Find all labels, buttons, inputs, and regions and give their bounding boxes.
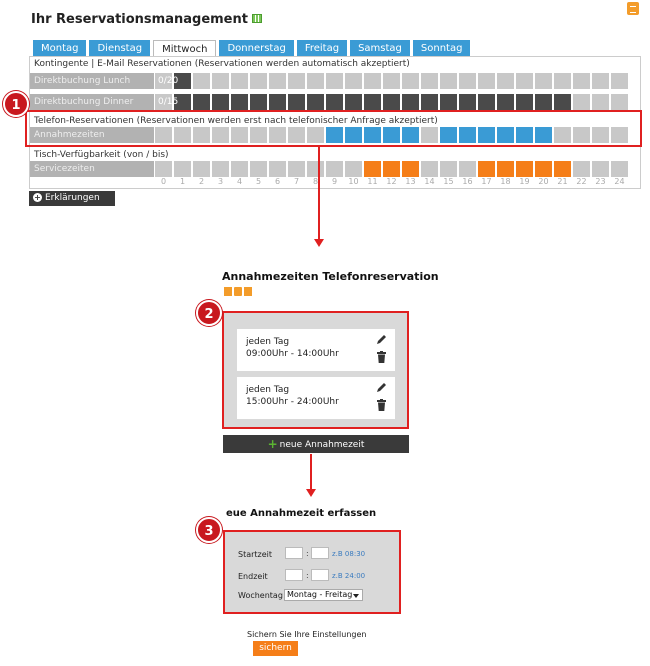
lunch-cell[interactable] bbox=[535, 73, 552, 89]
dinner-cell[interactable] bbox=[421, 94, 438, 110]
start-hint: z.B 08:30 bbox=[332, 550, 366, 558]
weekday-select[interactable]: Montag - Freitag bbox=[284, 589, 363, 601]
hour-label: 21 bbox=[557, 177, 568, 186]
new-time-button[interactable]: + neue Annahmezeit bbox=[223, 435, 409, 453]
section-phone-title: Telefon-Reservationen (Reservationen werden erst nach telefonischer Anfrage akzeptiert) bbox=[34, 116, 438, 126]
save-button[interactable]: sichern bbox=[253, 641, 298, 656]
phone-times-list bbox=[222, 311, 409, 429]
chevron-down-icon bbox=[353, 594, 359, 598]
lunch-cell[interactable] bbox=[250, 73, 267, 89]
lunch-cell[interactable] bbox=[212, 73, 229, 89]
service-cell[interactable] bbox=[478, 161, 495, 177]
dinner-cell[interactable] bbox=[231, 94, 248, 110]
hour-label: 22 bbox=[576, 177, 587, 186]
dinner-cell[interactable] bbox=[573, 94, 590, 110]
hour-label: 0 bbox=[160, 177, 167, 186]
service-cell[interactable] bbox=[383, 161, 400, 177]
hour-label: 6 bbox=[274, 177, 281, 186]
end-label: Endzeit bbox=[238, 572, 268, 581]
hour-label: 11 bbox=[367, 177, 378, 186]
lunch-cell[interactable] bbox=[307, 73, 324, 89]
dinner-cell[interactable] bbox=[497, 94, 514, 110]
lunch-cell[interactable] bbox=[478, 73, 495, 89]
speaker-icon[interactable] bbox=[234, 287, 242, 296]
service-cell[interactable] bbox=[459, 161, 476, 177]
lunch-value: 0/20 bbox=[158, 76, 179, 86]
service-cell[interactable] bbox=[345, 161, 362, 177]
dinner-cells[interactable] bbox=[155, 94, 628, 110]
tab-sonntag[interactable]: Sonntag bbox=[413, 40, 471, 58]
hour-label: 24 bbox=[614, 177, 625, 186]
tab-dienstag[interactable]: Dienstag bbox=[89, 40, 150, 58]
page-title: Ihr Reservationsmanagement bbox=[31, 12, 262, 27]
section-tables-title: Tisch-Verfügbarkeit (von / bis) bbox=[34, 150, 169, 160]
list-item bbox=[237, 377, 395, 419]
marker-1: 1 bbox=[3, 91, 29, 117]
service-cell[interactable] bbox=[212, 161, 229, 177]
service-cell[interactable] bbox=[611, 161, 628, 177]
row-label-dinner: Direktbuchung Dinner bbox=[30, 94, 154, 110]
row-label-lunch: Direktbuchung Lunch bbox=[30, 73, 154, 89]
lunch-cell[interactable] bbox=[364, 73, 381, 89]
hour-axis bbox=[155, 177, 628, 186]
hour-label: 1 bbox=[179, 177, 186, 186]
end-minute-input[interactable] bbox=[311, 569, 329, 581]
dinner-cell[interactable] bbox=[611, 94, 628, 110]
hour-label: 8 bbox=[312, 177, 319, 186]
service-cell[interactable] bbox=[440, 161, 457, 177]
dinner-cell[interactable] bbox=[402, 94, 419, 110]
hour-label: 18 bbox=[500, 177, 511, 186]
hour-label: 12 bbox=[386, 177, 397, 186]
dinner-cell[interactable] bbox=[326, 94, 343, 110]
service-cell[interactable] bbox=[554, 161, 571, 177]
hour-label: 3 bbox=[217, 177, 224, 186]
lunch-cell[interactable] bbox=[326, 73, 343, 89]
new-time-form: Startzeit : z.B 08:30 Endzeit : z.B 24:00 Wochentag Montag - Freitag bbox=[223, 530, 401, 614]
dinner-cell[interactable] bbox=[554, 94, 571, 110]
service-cell[interactable] bbox=[402, 161, 419, 177]
hour-label: 15 bbox=[443, 177, 454, 186]
dinner-cell[interactable] bbox=[193, 94, 210, 110]
lunch-cell[interactable] bbox=[193, 73, 210, 89]
table-icon bbox=[252, 14, 262, 23]
lunch-cell[interactable] bbox=[288, 73, 305, 89]
dinner-cell[interactable] bbox=[478, 94, 495, 110]
dinner-cell[interactable] bbox=[269, 94, 286, 110]
lunch-cell[interactable] bbox=[459, 73, 476, 89]
service-cell[interactable] bbox=[231, 161, 248, 177]
highlight-phone-row bbox=[25, 110, 642, 147]
service-cell[interactable] bbox=[592, 161, 609, 177]
dinner-cell[interactable] bbox=[535, 94, 552, 110]
service-cell[interactable] bbox=[155, 161, 172, 177]
service-cell[interactable] bbox=[497, 161, 514, 177]
pencil-icon[interactable] bbox=[376, 382, 387, 393]
lunch-cell[interactable] bbox=[592, 73, 609, 89]
tab-samstag[interactable]: Samstag bbox=[350, 40, 410, 58]
list-item bbox=[237, 329, 395, 371]
lunch-cell[interactable] bbox=[497, 73, 514, 89]
tab-montag[interactable]: Montag bbox=[33, 40, 86, 58]
hour-label: 19 bbox=[519, 177, 530, 186]
hour-label: 13 bbox=[405, 177, 416, 186]
service-cell[interactable] bbox=[326, 161, 343, 177]
tab-mittwoch[interactable]: Mittwoch bbox=[153, 40, 216, 58]
arrow-head-2 bbox=[306, 489, 316, 497]
print-icon[interactable] bbox=[244, 287, 252, 296]
explanations-button[interactable]: + Erklärungen bbox=[29, 191, 115, 206]
lunch-cell[interactable] bbox=[402, 73, 419, 89]
marker-3: 3 bbox=[196, 517, 222, 543]
dinner-cell[interactable] bbox=[345, 94, 362, 110]
arrow-line-2 bbox=[310, 454, 312, 489]
service-cell[interactable] bbox=[250, 161, 267, 177]
start-label: Startzeit bbox=[238, 550, 273, 559]
lunch-cell[interactable] bbox=[516, 73, 533, 89]
save-hint: Sichern Sie Ihre Einstellungen bbox=[247, 630, 367, 639]
dinner-cell[interactable] bbox=[592, 94, 609, 110]
entry-day: jeden Tag bbox=[246, 385, 290, 395]
service-cell[interactable] bbox=[193, 161, 210, 177]
arrow-line-1 bbox=[318, 147, 320, 239]
hour-label: 9 bbox=[331, 177, 338, 186]
hour-label: 23 bbox=[595, 177, 606, 186]
dinner-cell[interactable] bbox=[364, 94, 381, 110]
dinner-value: 0/15 bbox=[158, 97, 179, 107]
hour-label: 16 bbox=[462, 177, 473, 186]
arrow-head-1 bbox=[314, 239, 324, 247]
service-cell[interactable] bbox=[269, 161, 286, 177]
service-cell[interactable] bbox=[421, 161, 438, 177]
end-hour-input[interactable] bbox=[285, 569, 303, 581]
hour-label: 10 bbox=[348, 177, 359, 186]
dinner-cell[interactable] bbox=[212, 94, 229, 110]
service-cell[interactable] bbox=[535, 161, 552, 177]
hour-label: 4 bbox=[236, 177, 243, 186]
entry-time: 09:00Uhr - 14:00Uhr bbox=[246, 349, 339, 359]
dinner-cell[interactable] bbox=[307, 94, 324, 110]
service-cell[interactable] bbox=[174, 161, 191, 177]
service-cell[interactable] bbox=[288, 161, 305, 177]
lunch-cell[interactable] bbox=[573, 73, 590, 89]
section-contingents-title: Kontingente | E-Mail Reservationen (Reservationen werden automatisch akzeptiert) bbox=[34, 59, 410, 69]
dinner-cell[interactable] bbox=[250, 94, 267, 110]
pencil-icon[interactable] bbox=[376, 334, 387, 345]
trash-icon[interactable] bbox=[377, 399, 386, 411]
tab-freitag[interactable]: Freitag bbox=[297, 40, 347, 58]
row-label-service: Servicezeiten bbox=[30, 161, 154, 177]
hour-label: 14 bbox=[424, 177, 435, 186]
service-cell[interactable] bbox=[364, 161, 381, 177]
document-icon[interactable] bbox=[224, 287, 232, 296]
plus-icon: + bbox=[267, 437, 278, 451]
hour-label: 7 bbox=[293, 177, 300, 186]
hour-label: 17 bbox=[481, 177, 492, 186]
end-hint: z.B 24:00 bbox=[332, 572, 366, 580]
plus-circle-icon: + bbox=[34, 193, 41, 202]
tab-donnerstag[interactable]: Donnerstag bbox=[219, 40, 293, 58]
lunch-cell[interactable] bbox=[611, 73, 628, 89]
trash-icon[interactable] bbox=[377, 351, 386, 363]
dinner-cell[interactable] bbox=[459, 94, 476, 110]
dinner-cell[interactable] bbox=[383, 94, 400, 110]
phone-section-title: Annahmezeiten Telefonreservation bbox=[222, 270, 439, 283]
dinner-cell[interactable] bbox=[516, 94, 533, 110]
start-hour-input[interactable] bbox=[285, 547, 303, 559]
weekday-label: Wochentag bbox=[238, 591, 283, 600]
marker-2: 2 bbox=[196, 300, 222, 326]
dinner-cell[interactable] bbox=[288, 94, 305, 110]
hour-label: 5 bbox=[255, 177, 262, 186]
service-cells[interactable] bbox=[155, 161, 628, 177]
entry-day: jeden Tag bbox=[246, 337, 290, 347]
service-cell[interactable] bbox=[307, 161, 324, 177]
service-cell[interactable] bbox=[573, 161, 590, 177]
action-icons bbox=[224, 287, 252, 296]
row-label-phone: Annahmezeiten bbox=[30, 127, 154, 143]
dinner-cell[interactable] bbox=[440, 94, 457, 110]
lunch-cell[interactable] bbox=[231, 73, 248, 89]
document-icon[interactable] bbox=[627, 2, 639, 15]
lunch-cell[interactable] bbox=[269, 73, 286, 89]
lunch-cell[interactable] bbox=[345, 73, 362, 89]
lunch-cell[interactable] bbox=[421, 73, 438, 89]
lunch-cell[interactable] bbox=[554, 73, 571, 89]
service-cell[interactable] bbox=[516, 161, 533, 177]
hour-label: 20 bbox=[538, 177, 549, 186]
start-minute-input[interactable] bbox=[311, 547, 329, 559]
lunch-cells[interactable] bbox=[155, 73, 628, 89]
hour-label: 2 bbox=[198, 177, 205, 186]
lunch-cell[interactable] bbox=[383, 73, 400, 89]
new-time-form-title: eue Annahmezeit erfassen bbox=[226, 508, 377, 519]
entry-time: 15:00Uhr - 24:00Uhr bbox=[246, 397, 339, 407]
lunch-cell[interactable] bbox=[440, 73, 457, 89]
